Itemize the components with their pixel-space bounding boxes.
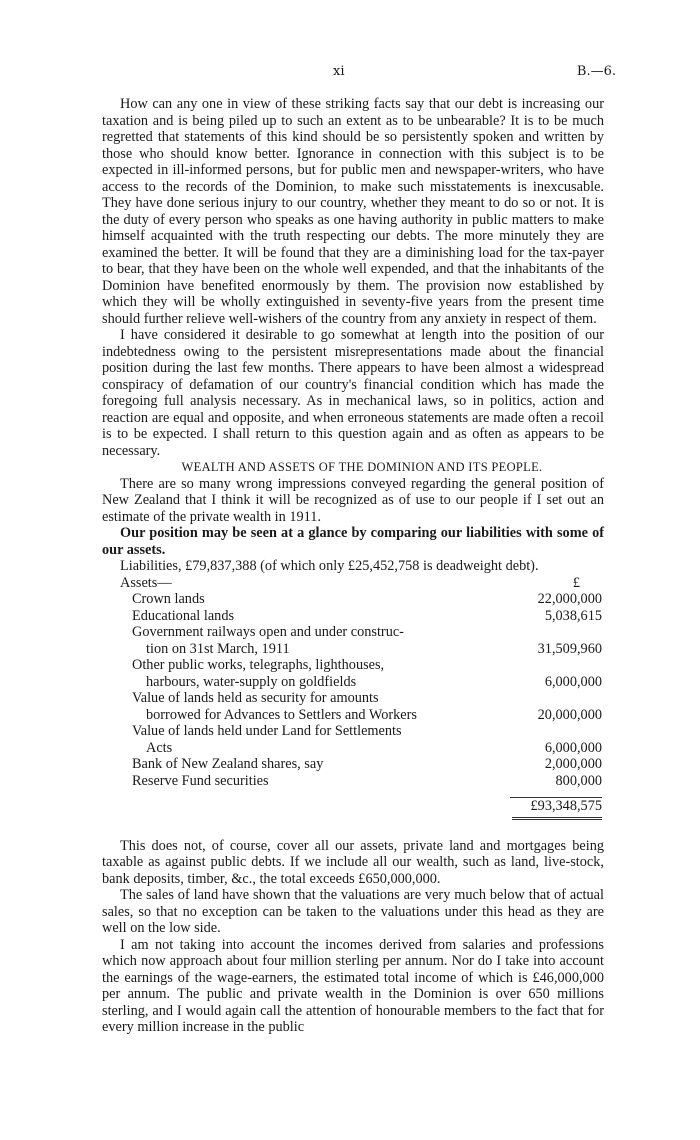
asset-label: Value of lands held as security for amounts: [132, 690, 379, 706]
asset-label: Reserve Fund securities: [132, 772, 269, 789]
asset-amount: 6,000,000: [544, 739, 602, 756]
asset-label: Other public works, telegraphs, lighthouses,: [132, 657, 385, 673]
paragraph: Our position may be seen at a glance by comparing our liabilities with some of our assets.: [102, 525, 604, 558]
asset-label-continued: Acts: [146, 739, 173, 756]
asset-row: [102, 624, 604, 657]
page-header: [0, 64, 700, 82]
asset-label-continued: borrowed for Advances to Settlers and Workers: [146, 706, 417, 723]
asset-label: Government railways open and under construc-: [132, 624, 404, 640]
asset-row: [102, 608, 604, 625]
liabilities-line: Liabilities, £79,837,388 (of which only £25,452,758 is deadweight debt).: [120, 558, 539, 574]
assets-total-row: [102, 789, 604, 820]
paragraph: This does not, of course, cover all our assets, private land and mortgages being taxable as against public debts. If we include all our wealth, such as land, live-stock, bank deposits, timber, &c., the total exceeds £650,000,000.: [102, 837, 604, 887]
assets-heading: [102, 575, 604, 592]
asset-amount: 6,000,000: [544, 673, 602, 690]
document-body: [102, 96, 604, 1036]
currency-symbol: £: [572, 574, 580, 591]
asset-amount: 22,000,000: [537, 591, 602, 607]
asset-row: [102, 756, 604, 773]
asset-amount: 800,000: [555, 772, 602, 789]
assets-table: [102, 591, 604, 820]
asset-amount: 5,038,615: [544, 607, 602, 624]
asset-label-continued: harbours, water-supply on goldfields: [146, 673, 357, 690]
paragraph: I am not taking into account the incomes derived from salaries and professions which now approach about four million sterling per annum. Nor do I take into account the earnings of the wage-earners, the estimated total income of which is £46,000,000 per annum. The public and private wealth in the Dominion is over 650 millions sterling, and I would again call the attention of honourable members to the fact that for every million increase in the public: [102, 936, 604, 1035]
asset-label: Value of lands held under Land for Settlements: [132, 723, 402, 739]
asset-amount: 20,000,000: [537, 706, 602, 723]
assets-total: £93,348,575: [530, 798, 602, 814]
asset-row: [102, 591, 604, 608]
paragraph: I have considered it desirable to go somewhat at length into the position of our indebtedness owing to the persistent misrepresentations made about the financial position during the last few months. There appears to have been almost a widespread conspiracy of defamation of our country's financial condition which has made the foregoing full analysis necessary. As in mechanical laws, so in politics, action and reaction are equal and opposite, and when erroneous statements are made often a recoil is to be expected. I shall return to this question again and as often as appears to be necessary.: [102, 327, 604, 459]
asset-label: Educational lands: [132, 607, 235, 624]
asset-amount: 31,509,960: [537, 640, 602, 657]
asset-row: [102, 657, 604, 690]
paragraph: There are so many wrong impressions conveyed regarding the general position of New Zealand that I think it will be recognized as of use to our people if I set out an estimate of the private wealth in 1911.: [102, 475, 604, 525]
paragraph: The sales of land have shown that the valuations are very much below that of actual sales, so that no exception can be taken to the valuations under this head as they are well on the low side.: [102, 887, 604, 936]
section-heading: WEALTH AND ASSETS OF THE DOMINION AND ITS PEOPLE.: [181, 460, 543, 474]
asset-label-continued: tion on 31st March, 1911: [146, 640, 290, 657]
assets-label: Assets—: [120, 574, 172, 591]
asset-row: [102, 773, 604, 790]
page-number: xi: [333, 64, 345, 79]
asset-amount: 2,000,000: [544, 756, 602, 772]
asset-label: Bank of New Zealand shares, say: [132, 756, 324, 772]
document-reference: B.—6.: [576, 64, 616, 79]
asset-label: Crown lands: [132, 591, 205, 607]
paragraph: How can any one in view of these striking facts say that our debt is increasing our taxation and is being piled up to such an extent as to be unbearable? It is to be much regretted that statements of this kind should be so persistently spoken and written by those who should know better. Ignorance in connection with this subject is to be expected in ill-informed persons, but for public men and newspaper-writers, who have access to the records of the Dominion, to make such misstatements is inexcusable. They have done serious injury to our country, whether they meant to do so or not. It is the duty of every person who speaks as one having authority in public matters to make himself acquainted with the truth respecting our debts. The more minutely they are examined the better. It will be found that they are a diminishing load for the tax-payer to bear, that they have been on the whole well expended, and that the inhabitants of the Dominion have benefited enormously by them. The provision now established by which they will be wholly extinguished in seventy-five years from the present time should further relieve well-wishers of the country from any anxiety in respect of them.: [102, 96, 604, 327]
asset-row: [102, 690, 604, 723]
asset-row: [102, 723, 604, 756]
